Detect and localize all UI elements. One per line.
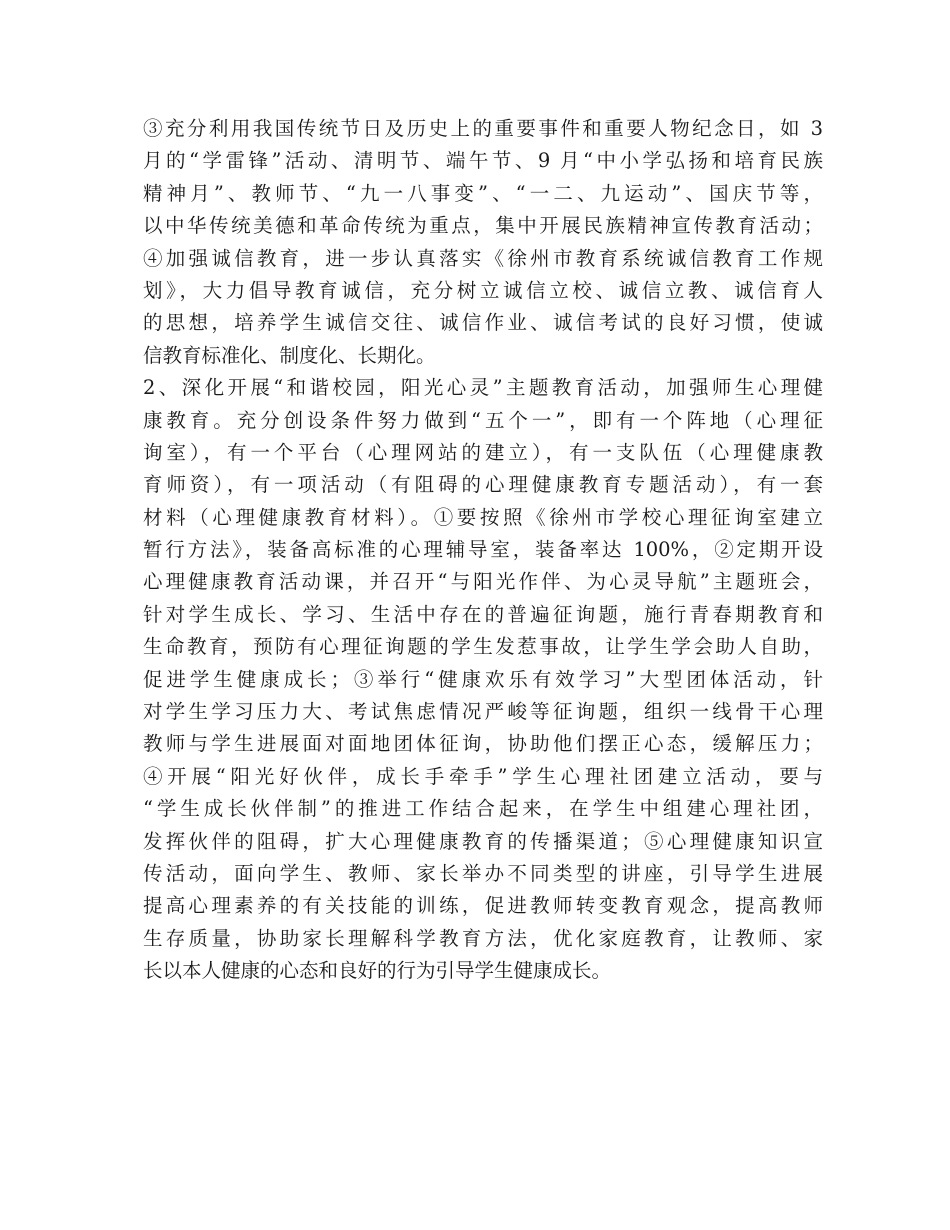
text-line: 暂行方法》，装备高标准的心理辅导室，装备率达 100%，②定期开设 (143, 538, 823, 562)
text-line: 针对学生成长、学习、生活中存在的普遍征询题，施行青春期教育和 (143, 602, 823, 626)
document-body (143, 113, 823, 988)
text-line: 对学生学习压力大、考试焦虑情况严峻等征询题，组织一线骨干心理 (143, 700, 823, 724)
text-line: 材料（心理健康教育材料）。①要按照《徐州市学校心理征询室建立 (143, 505, 823, 529)
text-line: 划》，大力倡导教育诚信，充分树立诚信立校、诚信立教、诚信育人 (143, 278, 823, 302)
text-line: 月的“学雷锋”活动、清明节、端午节、9 月“中小学弘扬和培育民族 (143, 149, 823, 173)
text-line: 促进学生健康成长；③举行“健康欢乐有效学习”大型团体活动，针 (143, 667, 823, 691)
text-line: 生存质量，协助家长理解科学教育方法，优化家庭教育，让教师、家 (143, 926, 823, 950)
text-line: 以中华传统美德和革命传统为重点，集中开展民族精神宣传教育活动； (143, 214, 823, 238)
text-line: 发挥伙伴的阻碍，扩大心理健康教育的传播渠道；⑤心理健康知识宣 (143, 829, 823, 853)
text-line: 心理健康教育活动课，并召开“与阳光作伴、为心灵导航”主题班会， (143, 570, 823, 594)
text-line: 提高心理素养的有关技能的训练，促进教师转变教育观念，提高教师 (143, 894, 823, 918)
text-line: ④加强诚信教育，进一步认真落实《徐州市教育系统诚信教育工作规 (143, 246, 823, 270)
text-line: 长以本人健康的心态和良好的行为引导学生健康成长。 (143, 959, 612, 983)
text-line: 精神月”、教师节、“九一八事变”、“一二、九运动”、国庆节等， (143, 181, 823, 205)
text-line: 教师与学生进展面对面地团体征询，协助他们摆正心态，缓解压力； (143, 732, 823, 756)
text-line: 生命教育，预防有心理征询题的学生发惹事故，让学生学会助人自助， (143, 635, 823, 659)
text-line: 康教育。充分创设条件努力做到“五个一”，即有一个阵地（心理征 (143, 408, 823, 432)
text-line: ③充分利用我国传统节日及历史上的重要事件和重要人物纪念日，如 3 (143, 117, 823, 140)
text-line: 传活动，面向学生、教师、家长举办不同类型的讲座，引导学生进展 (143, 861, 823, 885)
text-line: 的思想，培养学生诚信交往、诚信作业、诚信考试的良好习惯，使诚 (143, 311, 823, 335)
text-line: “学生成长伙伴制”的推进工作结合起来，在学生中组建心理社团， (143, 797, 823, 821)
text-line: 2、深化开展“和谐校园，阳光心灵”主题教育活动，加强师生心理健 (143, 376, 823, 400)
text-line: 询室），有一个平台（心理网站的建立），有一支队伍（心理健康教 (143, 440, 823, 464)
text-line: 信教育标准化、制度化、长期化。 (143, 343, 436, 367)
text-line: ④开展“阳光好伙伴，成长手牵手”学生心理社团建立活动，要与 (143, 764, 823, 788)
text-line: 育师资），有一项活动（有阻碍的心理健康教育专题活动），有一套 (143, 473, 823, 497)
